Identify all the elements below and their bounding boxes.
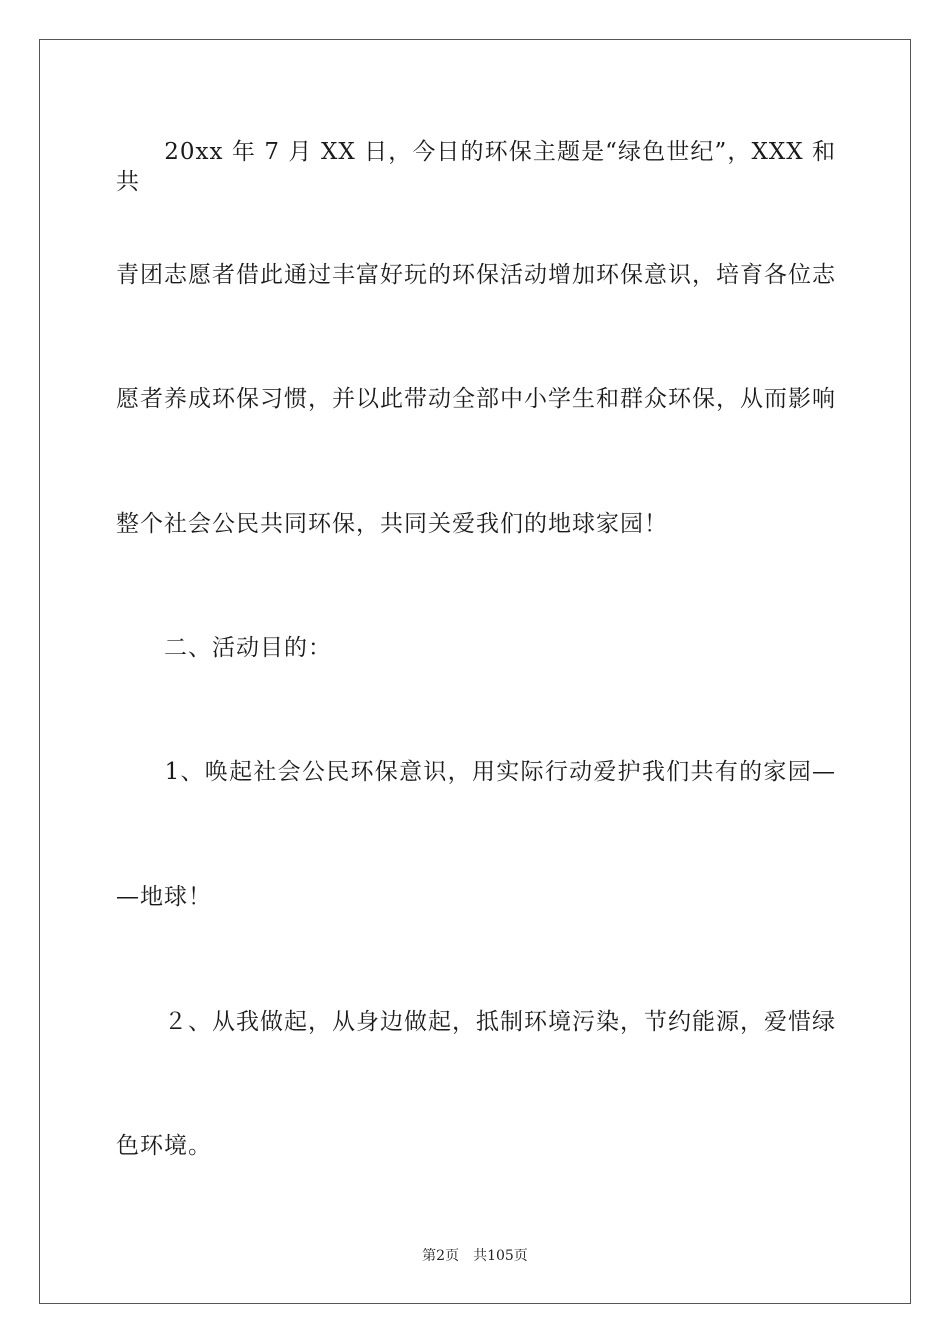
paragraph-line-1: 20xx 年 7 月 XX 日，今日的环保主题是“绿色世纪”，XXX 和共 bbox=[116, 139, 836, 195]
list-item-1-line-2: —地球！ bbox=[116, 884, 212, 910]
page-frame bbox=[39, 39, 911, 1304]
list-item-2-line-1: ２、从我做起，从身边做起，抵制环境污染，节约能源，爱惜绿 bbox=[116, 1009, 836, 1035]
paragraph-line-2: 青团志愿者借此通过丰富好玩的环保活动增加环保意识，培育各位志 bbox=[116, 262, 836, 288]
list-item-2-line-2: 色环境。 bbox=[116, 1133, 212, 1159]
paragraph-line-4: 整个社会公民共同环保，共同关爱我们的地球家园！ bbox=[116, 511, 668, 537]
paragraph-line-3: 愿者养成环保习惯，并以此带动全部中小学生和群众环保，从而影响 bbox=[116, 386, 836, 412]
list-item-1-line-1: 1、唤起社会公民环保意识，用实际行动爱护我们共有的家园— bbox=[116, 759, 836, 785]
page-number-footer: 第2页 共105页 bbox=[422, 1248, 528, 1264]
section-heading: 二、活动目的： bbox=[116, 635, 332, 661]
